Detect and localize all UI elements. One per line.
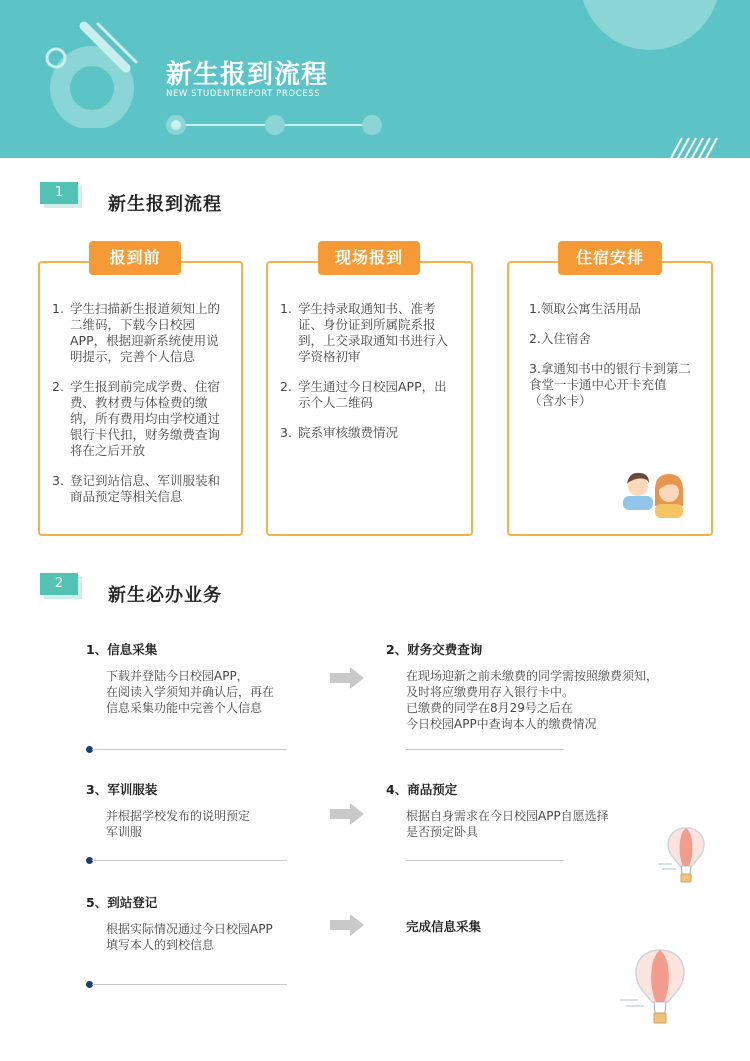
section-2-title: 新生必办业务 (108, 585, 222, 606)
hot-air-balloon-icon (656, 824, 710, 886)
divider (92, 860, 287, 861)
list-item: 2. 学生报到前完成学费、住宿费、教材费与体检费的缴纳，所有费用均由学校通过银行卡代扣，财务缴费查询将在之后开放 (52, 379, 221, 458)
page-subtitle: NEW STUDENTREPORT PROCESS (166, 89, 321, 99)
list-item: 2.入住宿舍 (529, 331, 591, 346)
ring-logo-icon (44, 18, 144, 128)
list-item: 3.拿通知书中的银行卡到第二食堂一卡通中心开卡充值（含水卡） (529, 361, 691, 408)
list-item: 1. 学生持录取通知书、准考证、身份证到所属院系报到，上交录取通知书进行入学资格初审 (280, 301, 449, 364)
section-2-header (40, 573, 340, 613)
header-banner (0, 0, 750, 158)
task-military-uniform: 3、军训服装 并根据学校发布的说明预定 军训服 (86, 782, 251, 839)
arrow-right-icon (330, 914, 364, 936)
divider (406, 860, 564, 861)
divider (92, 749, 287, 750)
progress-dots-icon (160, 110, 400, 140)
divider (406, 749, 564, 750)
list-item: 1.领取公寓生活用品 (529, 301, 641, 316)
task-arrival-registration: 5、到站登记 根据实际情况通过今日校园APP 填写本人的到校信息 (86, 895, 273, 952)
decorative-circle (580, 0, 720, 50)
stripes-decoration-icon (668, 136, 718, 158)
page-title: 新生报到流程 (166, 60, 329, 90)
students-avatar-icon (619, 466, 689, 518)
task-finance-query: 2、财务交费查询 在现场迎新之前未缴费的同学需按照缴费须知， 及时将应缴费用存入银行卡中。 已缴费的同学在8月29号之后在 今日校园APP中查询本人的缴费情况 (386, 642, 659, 731)
tag-before-report: 报到前 (89, 241, 181, 275)
task-info-collection: 1、信息采集 下载并登陆今日校园APP， 在阅读入学须知并确认后，再在 信息采集功能中完善个人信息 (86, 642, 275, 715)
section-2-number: 2 (40, 573, 78, 595)
list-item: 3. 院系审核缴费情况 (280, 425, 399, 440)
hot-air-balloon-icon (618, 946, 692, 1030)
section-1-header (40, 182, 340, 222)
list-item: 3. 登记到站信息、军训服装和商品预定等相关信息 (52, 473, 221, 504)
card-onsite-report-list (268, 263, 471, 441)
card-onsite-report (266, 261, 473, 536)
tag-accommodation: 住宿安排 (558, 241, 662, 275)
card-before-report (38, 261, 243, 536)
card-before-report-list (40, 263, 241, 505)
list-item: 2. 学生通过今日校园APP，出示个人二维码 (280, 379, 447, 410)
divider (92, 984, 287, 985)
task-goods-reservation: 4、商品预定 根据自身需求在今日校园APP自愿选择 是否预定卧具 (386, 782, 609, 839)
section-1-title: 新生报到流程 (108, 194, 222, 215)
card-accommodation-list (509, 263, 711, 409)
tag-onsite-report: 现场报到 (318, 241, 420, 275)
arrow-right-icon (330, 667, 364, 689)
list-item: 1. 学生扫描新生报道须知上的二维码，下载今日校园APP，根据迎新系统使用说明提示，完善个人信息 (52, 301, 221, 364)
section-1-number: 1 (40, 182, 78, 204)
arrow-right-icon (330, 803, 364, 825)
task-complete: 完成信息采集 (406, 919, 482, 934)
card-accommodation (507, 261, 713, 536)
